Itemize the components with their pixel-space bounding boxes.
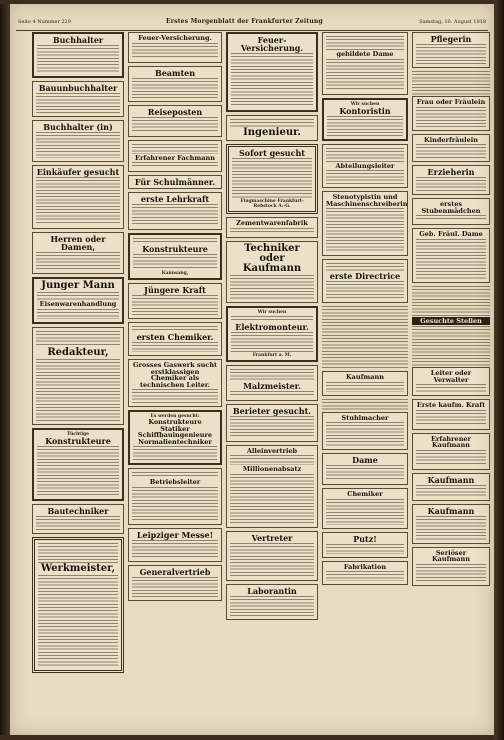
ad-heading: Zementwarenfabrik: [236, 219, 308, 227]
ad-body: [230, 391, 314, 397]
ad-pretitle: Es werden gesucht:: [150, 414, 200, 419]
ad-heading: Herren oder Damen,: [50, 234, 106, 252]
ad-body: [132, 540, 218, 558]
ad-body: [416, 239, 486, 279]
ad-heading: Erzieherin: [427, 167, 475, 177]
ad-heading: Bautechniker: [47, 505, 109, 516]
ad-body: [132, 487, 218, 521]
ad-body: [230, 455, 314, 465]
ad-body: [132, 144, 218, 154]
ad-body: [37, 45, 119, 73]
ad-body: [132, 162, 218, 168]
ad-erzieherin: [412, 165, 490, 195]
ad-signature: Kannsang,: [161, 271, 189, 276]
ad-heading: Leipziger Messe!: [136, 529, 214, 540]
masthead: Erstes Morgenblatt der Frankfurter Zeitung: [166, 18, 323, 25]
ad-herren-damen: [32, 232, 124, 274]
ad-gebildete-dame: [322, 32, 408, 95]
ad-heading: Kontoristin: [339, 105, 391, 116]
ad-heading: Junger Mann: [41, 280, 115, 291]
ad-directrice: [322, 259, 408, 303]
ad-body: [132, 117, 218, 133]
ad-malzmeister: [226, 365, 318, 401]
ad-buchhalter-in: [32, 120, 124, 162]
small-ads-block: [322, 399, 408, 411]
ad-body: [416, 107, 486, 127]
ad-heading: Alleinvertrieb: [246, 446, 298, 455]
ad-body: [326, 499, 404, 525]
ad-body: [416, 450, 486, 466]
ad-body: [416, 384, 486, 392]
ad-junger-mann: [32, 277, 124, 324]
ad-betriebsleiter: [128, 468, 222, 525]
ad-body: [231, 332, 313, 352]
ad-werkmeister: [32, 537, 124, 673]
ad-kinderfraeulein: [412, 134, 490, 163]
ad-bautechniker: [32, 504, 124, 534]
ad-heading: Redakteur,: [47, 346, 109, 358]
ad-body: [326, 281, 404, 299]
ad-fachmann: [128, 140, 222, 173]
ad-heading: Frau oder Fräulein: [416, 98, 486, 106]
ad-buchhalter: [32, 32, 124, 78]
ad-body: [416, 410, 486, 426]
ad-heading: Leiter oder Verwalter: [430, 369, 472, 384]
ad-erfahrener-kaufmann: [412, 433, 490, 470]
ad-body: [230, 369, 314, 381]
ad-heading: erstes Stubenmädchen: [421, 200, 481, 215]
ad-body: [326, 208, 404, 252]
ad-body: [133, 254, 217, 270]
ad-body: [231, 316, 313, 322]
ad-statiker: [128, 410, 222, 465]
ad-pretitle: Tüchtige: [66, 431, 90, 437]
ad-heading: Laborantin: [247, 585, 297, 596]
ad-heading: gebildete Dame: [336, 50, 394, 58]
ad-heading: Ingenieur.: [243, 127, 301, 138]
ad-body: [230, 474, 314, 524]
column-2: [128, 32, 222, 732]
ad-body: [230, 543, 314, 577]
column-4: [322, 32, 408, 732]
small-ads-block: [412, 286, 490, 316]
ad-stubenmaedchen: [412, 198, 490, 225]
ad-heading: Beamten: [154, 67, 196, 78]
ad-heading: Pflegerin: [430, 34, 472, 44]
ad-body: [37, 292, 119, 300]
ad-body: [230, 596, 314, 616]
ad-heading: Malzmeister.: [243, 380, 301, 391]
ad-body: [230, 416, 314, 438]
ad-stuhlmacher: [322, 412, 408, 451]
ad-subheading: Eisenwarenhandlung: [39, 300, 117, 308]
ad-heading: Techniker oder Kaufmann: [242, 242, 302, 274]
ad-generalvertrieb: [128, 565, 222, 601]
ad-heading: Konstrukteure Statiker Schiffbauingenieure Normalientechniker: [137, 418, 213, 446]
ad-leiter-verwalter: [412, 367, 490, 396]
ad-signature: Frankfurt a. M.: [252, 352, 292, 358]
ad-geb-fraeul: [412, 228, 490, 283]
ad-techniker-kaufmann: [226, 241, 318, 303]
ad-heading: Sofort gesucht: [239, 148, 305, 158]
ad-body: [36, 132, 120, 158]
ad-chemiker: [128, 322, 222, 356]
ad-erste-kaufm-kraft: [412, 399, 490, 430]
ad-heading: Jüngere Kraft: [144, 285, 206, 295]
ad-pretitle: Wir suchen: [350, 101, 380, 107]
ad-fabrikation: [322, 561, 408, 586]
ad-body: [326, 465, 404, 481]
ad-heading: erste Lehrkraft: [140, 194, 210, 204]
ad-stenotypistin: [322, 191, 408, 256]
ad-redakteur: [32, 327, 124, 425]
ad-kaufmann-4: [322, 371, 408, 396]
ad-pretitle: Wir suchen: [257, 309, 287, 315]
ad-heading: Fabrikation: [343, 562, 387, 571]
ad-beamten: [128, 66, 222, 102]
ad-heading: Vertreter: [251, 532, 293, 543]
ad-subheading: Millionenabsatz: [242, 465, 302, 473]
ad-heading: Bauunbuchhalter: [38, 83, 118, 93]
ad-heading: Kinderfräulein: [424, 135, 478, 144]
ad-heading: Dame: [352, 455, 378, 465]
ad-konstrukteure: [32, 428, 124, 501]
ad-heading: ersten Chemiker.: [136, 332, 214, 342]
ad-vertreter: [226, 531, 318, 581]
ad-heading: Geb. Fräul. Dame: [419, 230, 483, 238]
ad-body: [132, 342, 218, 352]
ad-signature: Flugmaschine Frankfurt-Rebstock A.-G.: [240, 199, 304, 209]
ad-body: [132, 204, 218, 226]
section-heading-gesuchte-stellen: Gesuchte Stellen: [412, 317, 490, 326]
ad-body: [36, 331, 120, 347]
ad-body: [326, 263, 404, 271]
ad-body: [36, 516, 120, 530]
ad-heading: Reiseposten: [147, 106, 203, 117]
ad-laborantin: [226, 584, 318, 620]
ad-bauunbuchhalter: [32, 81, 124, 117]
ad-heading: Kaufmann: [427, 474, 475, 485]
ad-lehrkraft: [128, 192, 222, 230]
ad-body: [326, 36, 404, 50]
ad-body: [416, 485, 486, 497]
ad-body: [37, 446, 119, 496]
ad-kaufmann-5b: [412, 504, 490, 544]
ad-heading: Feuer-Versicherung.: [138, 34, 212, 42]
ad-feuer-versicherung-small: [128, 32, 222, 63]
ad-feuer-versicherung: [226, 32, 318, 112]
ad-kontoristin: [322, 98, 408, 141]
ad-heading: Konstrukteure: [45, 435, 111, 446]
ad-body: [326, 544, 404, 554]
ad-elektromonteur: [226, 306, 318, 362]
ad-kaufmann-5a: [412, 473, 490, 501]
ad-heading: Kaufmann: [346, 373, 384, 381]
ad-heading: Kaufmann: [427, 505, 475, 516]
ad-heading: Für Schulmänner.: [134, 177, 216, 187]
ad-zementwarenfabrik: [226, 217, 318, 238]
ad-heading: Stenotypistin und Maschinenschreiberin: [326, 193, 408, 208]
ad-body: [416, 215, 486, 221]
ad-heading: Buchhalter (in): [43, 122, 113, 132]
ad-alleinvertrieb: [226, 445, 318, 528]
ad-heading: Abteilungsleiter: [335, 161, 395, 170]
ad-body: [326, 59, 404, 91]
ad-body: [416, 177, 486, 191]
ad-dame: [322, 453, 408, 485]
ad-body: [231, 53, 313, 107]
small-ads-block: [412, 71, 490, 95]
ad-body: [416, 564, 486, 582]
ad-heading: Stuhlmacher: [341, 413, 389, 422]
ad-heading: Buchhalter: [52, 35, 104, 45]
small-ads-block: [322, 306, 408, 370]
ad-heading: Erfahrener Kaufmann: [431, 434, 471, 449]
right-shadow: [494, 0, 504, 740]
ad-heading: Erste kaufm. Kraft: [416, 401, 486, 409]
column-3: [226, 32, 318, 732]
ad-sofort-gesucht: [226, 144, 318, 214]
column-5: [412, 32, 490, 732]
ad-heading: Berieter gesucht.: [232, 405, 312, 416]
ad-body: [36, 177, 120, 225]
ad-abteilungsleiter: [322, 144, 408, 189]
ad-konstrukteure-2: [128, 233, 222, 280]
ad-reiseposten: [128, 105, 222, 137]
ad-body: [326, 382, 404, 392]
ad-subheading: erstklassigen Chemiker als technischen Leiter.: [140, 367, 210, 389]
ad-heading: Elektromonteur.: [235, 321, 309, 332]
ad-pflegerin: [412, 32, 490, 68]
ad-body: [132, 295, 218, 315]
ad-body: [326, 571, 404, 581]
ad-body: [36, 359, 120, 421]
ad-heading: Feuer-Versicherung.: [240, 35, 304, 53]
ad-heading: Einkäufer gesucht: [36, 167, 120, 177]
newspaper-page: [10, 4, 494, 735]
column-1: [32, 32, 124, 732]
issue-date: Samstag, 10. August 1918: [419, 19, 486, 25]
ad-heading: Erfahrener Fachmann: [135, 153, 215, 162]
ad-einkaeufer: [32, 165, 124, 229]
page-number: Seite 4 Nummer 229: [18, 19, 71, 25]
ad-ingenieur: [226, 115, 318, 141]
ad-body: [326, 170, 404, 184]
ad-body: [416, 144, 486, 158]
ad-body: [230, 275, 314, 299]
ad-body: [230, 228, 314, 234]
ad-heading: Werkmeister,: [40, 562, 116, 574]
ad-body: [38, 543, 118, 563]
ad-heading: Chemiker: [347, 490, 383, 498]
ad-body: [230, 119, 314, 127]
small-ads-block: [412, 326, 490, 366]
ad-body: [36, 93, 120, 113]
ad-heading: Betriebsleiter: [149, 478, 201, 486]
page-header: [16, 6, 488, 31]
book-spine: [0, 4, 10, 735]
ad-heading: Seriöser Kaufmann: [432, 548, 470, 563]
ad-body: [36, 252, 120, 270]
ad-body: [37, 309, 119, 319]
ad-body: [132, 577, 218, 597]
ad-body: [232, 158, 312, 198]
ad-body: [132, 43, 218, 59]
ad-body: [416, 44, 486, 64]
ad-heading: Konstrukteure: [142, 244, 208, 254]
ad-body: [327, 116, 403, 136]
ad-schulmaenner: [128, 175, 222, 189]
ad-frau-fraeulein: [412, 96, 490, 131]
ad-leipziger-messe: [128, 528, 222, 562]
ad-body: [132, 78, 218, 98]
ad-berieter: [226, 404, 318, 442]
ad-putz: [322, 532, 408, 558]
ad-heading: erste Directrice: [329, 271, 401, 281]
ad-body: [326, 148, 404, 162]
ad-heading: Generalvertrieb: [139, 566, 211, 577]
ad-gaswerk: [128, 359, 222, 407]
ad-body: [132, 389, 218, 403]
ad-body: [133, 446, 217, 460]
ad-body: [326, 422, 404, 446]
ad-body: [38, 575, 118, 667]
ad-chemiker-4: [322, 488, 408, 529]
ad-heading: Grosses Gaswerk sucht: [132, 361, 218, 369]
ad-body: [416, 516, 486, 540]
ad-heading: Putz!: [353, 533, 377, 544]
ad-serioeser-kaufmann: [412, 547, 490, 586]
ad-juengere-kraft: [128, 283, 222, 319]
